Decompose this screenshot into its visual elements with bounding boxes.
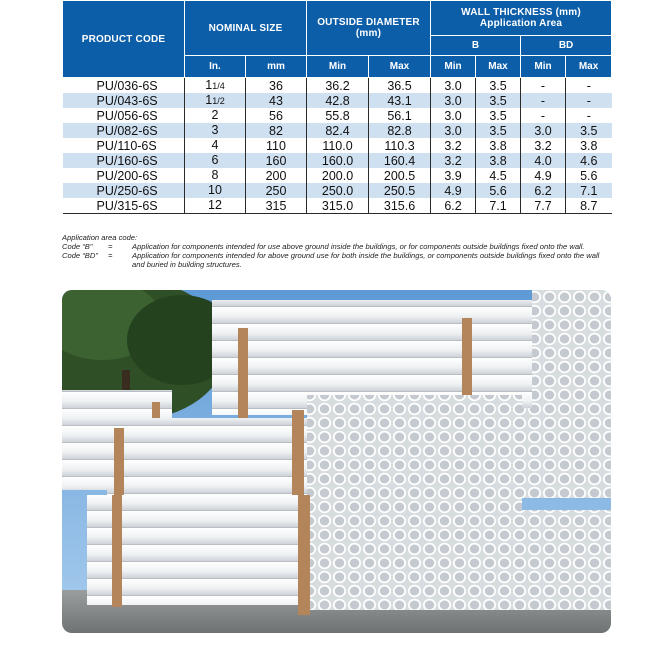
od-max-cell: 315.6 [369, 198, 431, 214]
header-product-code: PRODUCT CODE [63, 1, 185, 78]
od-min-cell: 55.8 [307, 108, 369, 123]
bd-min-cell: 6.2 [521, 183, 566, 198]
nominal-in-whole: 12 [208, 198, 222, 212]
subheader-mm: mm [246, 56, 307, 78]
subheader-bd-min: Min [521, 56, 566, 78]
nominal-in-cell [185, 108, 246, 123]
bd-min-cell: - [521, 108, 566, 123]
note-bd-text: Application for components intended for above ground use for both inside the buildings, or components outside buildings fixed onto the wall and buried in building structures. [132, 251, 600, 269]
b-max-cell: 4.5 [476, 168, 521, 183]
bd-max-cell: - [566, 93, 612, 108]
nominal-mm-cell: 110 [246, 138, 307, 153]
b-min-cell: 3.0 [431, 78, 476, 94]
nominal-in-whole: 1 [205, 78, 213, 92]
subheader-in: In. [185, 56, 246, 78]
table-row [63, 183, 612, 198]
nominal-mm-cell: 82 [246, 123, 307, 138]
nominal-in-cell [185, 183, 246, 198]
b-max-cell: 3.5 [476, 93, 521, 108]
od-min-cell: 250.0 [307, 183, 369, 198]
od-max-cell: 200.5 [369, 168, 431, 183]
nominal-in-cell [185, 93, 246, 108]
note-bd [62, 251, 614, 269]
nominal-in-cell [185, 138, 246, 153]
product-code-cell: PU/056-6S [63, 108, 185, 123]
od-max-cell: 250.5 [369, 183, 431, 198]
nominal-in-cell [185, 78, 246, 94]
nominal-in-whole: 6 [211, 153, 219, 167]
note-b-key: Code “B” [62, 242, 93, 251]
bd-min-cell: - [521, 93, 566, 108]
table-row [63, 93, 612, 108]
b-min-cell: 3.0 [431, 108, 476, 123]
b-max-cell: 7.1 [476, 198, 521, 214]
b-max-cell: 3.5 [476, 108, 521, 123]
header-b: B [431, 35, 521, 56]
nominal-in-whole: 10 [208, 183, 222, 197]
pipe-stack-photo [62, 290, 611, 633]
product-code-cell: PU/200-6S [63, 168, 185, 183]
b-min-cell: 3.2 [431, 138, 476, 153]
header-outside-diameter: OUTSIDE DIAMETER (mm) [307, 1, 431, 56]
product-code-cell: PU/160-6S [63, 153, 185, 168]
subheader-od-min: Min [307, 56, 369, 78]
header-bd: BD [521, 35, 612, 56]
od-min-cell: 160.0 [307, 153, 369, 168]
od-max-cell: 110.3 [369, 138, 431, 153]
od-min-cell: 42.8 [307, 93, 369, 108]
od-min-cell: 200.0 [307, 168, 369, 183]
application-notes [62, 233, 614, 269]
b-min-cell: 3.0 [431, 123, 476, 138]
b-max-cell: 3.8 [476, 138, 521, 153]
bd-min-cell: - [521, 78, 566, 94]
header-nominal-size: NOMINAL SIZE [185, 1, 307, 56]
note-b-equals: = [108, 242, 113, 251]
nominal-mm-cell: 200 [246, 168, 307, 183]
bd-min-cell: 4.9 [521, 168, 566, 183]
wall-thickness-label: WALL THICKNESS (mm) [461, 6, 581, 18]
b-min-cell: 3.2 [431, 153, 476, 168]
b-min-cell: 3.0 [431, 93, 476, 108]
bd-min-cell: 4.0 [521, 153, 566, 168]
od-max-cell: 160.4 [369, 153, 431, 168]
nominal-mm-cell: 315 [246, 198, 307, 214]
table-row [63, 138, 612, 153]
table-row [63, 153, 612, 168]
product-code-cell: PU/036-6S [63, 78, 185, 94]
bd-min-cell: 3.0 [521, 123, 566, 138]
application-area-label: Application Area [479, 17, 563, 29]
nominal-in-cell [185, 153, 246, 168]
od-min-cell: 315.0 [307, 198, 369, 214]
bd-max-cell: 7.1 [566, 183, 612, 198]
product-code-cell: PU/110-6S [63, 138, 185, 153]
product-code-cell: PU/315-6S [63, 198, 185, 214]
od-min-cell: 82.4 [307, 123, 369, 138]
nominal-in-cell [185, 198, 246, 214]
nominal-in-cell [185, 168, 246, 183]
bd-max-cell: - [586, 108, 591, 123]
nominal-mm-cell: 43 [246, 93, 307, 108]
od-max-cell: 56.1 [369, 108, 431, 123]
note-bd-equals: = [108, 251, 113, 260]
table-row [63, 168, 612, 183]
b-min-cell: 6.2 [431, 198, 476, 214]
nominal-in-whole: 8 [211, 168, 219, 182]
nominal-in-fraction: 1/2 [212, 96, 225, 106]
nominal-mm-cell: 36 [246, 78, 307, 94]
bd-max-cell: 8.7 [566, 198, 612, 214]
bd-max-cell: 3.5 [566, 123, 612, 138]
subheader-bd-max: Max [566, 56, 612, 78]
nominal-in-whole: 2 [211, 108, 219, 122]
od-max-cell: 82.8 [369, 123, 431, 138]
nominal-in-cell [185, 123, 246, 138]
note-b-text: Application for components intended for use above ground inside the buildings, or for components outside buildings fixed onto the wall. [132, 242, 585, 251]
b-max-cell: 3.5 [476, 123, 521, 138]
table-row [63, 108, 612, 123]
bd-max-cell: - [586, 78, 591, 93]
product-code-cell: PU/082-6S [63, 123, 185, 138]
b-max-cell: 3.8 [476, 153, 521, 168]
b-min-cell: 3.9 [431, 168, 476, 183]
product-code-cell: PU/043-6S [63, 93, 185, 108]
header-wall-thickness [431, 1, 612, 36]
note-bd-key: Code “BD” [62, 251, 98, 260]
note-b [62, 242, 614, 251]
nominal-in-whole: 4 [211, 138, 219, 152]
b-max-cell: 5.6 [476, 183, 521, 198]
b-max-cell: 3.5 [476, 78, 521, 94]
nominal-in-whole: 1 [205, 93, 213, 107]
od-max-cell: 43.1 [369, 93, 431, 108]
nominal-in-whole: 3 [211, 123, 219, 137]
specification-table [62, 0, 612, 214]
nominal-mm-cell: 250 [246, 183, 307, 198]
pipe-stack-illustration [62, 290, 611, 633]
od-min-cell: 110.0 [307, 138, 369, 153]
bd-max-cell: 4.6 [566, 153, 612, 168]
table-row [63, 78, 612, 94]
nominal-mm-cell: 56 [246, 108, 307, 123]
product-code-cell: PU/250-6S [63, 183, 185, 198]
bd-min-cell: 3.2 [521, 138, 566, 153]
table-row [63, 198, 612, 214]
b-min-cell: 4.9 [431, 183, 476, 198]
nominal-in-fraction: 1/4 [212, 81, 225, 91]
subheader-od-max: Max [369, 56, 431, 78]
subheader-b-max: Max [476, 56, 521, 78]
od-min-cell: 36.2 [307, 78, 369, 94]
bd-min-cell: 7.7 [521, 198, 566, 214]
subheader-b-min: Min [431, 56, 476, 78]
table-row [63, 123, 612, 138]
bd-max-cell: 5.6 [580, 168, 598, 183]
bd-max-cell: 3.8 [580, 138, 598, 153]
od-max-cell: 36.5 [369, 78, 431, 94]
nominal-mm-cell: 160 [246, 153, 307, 168]
notes-title: Application area code: [62, 233, 138, 242]
